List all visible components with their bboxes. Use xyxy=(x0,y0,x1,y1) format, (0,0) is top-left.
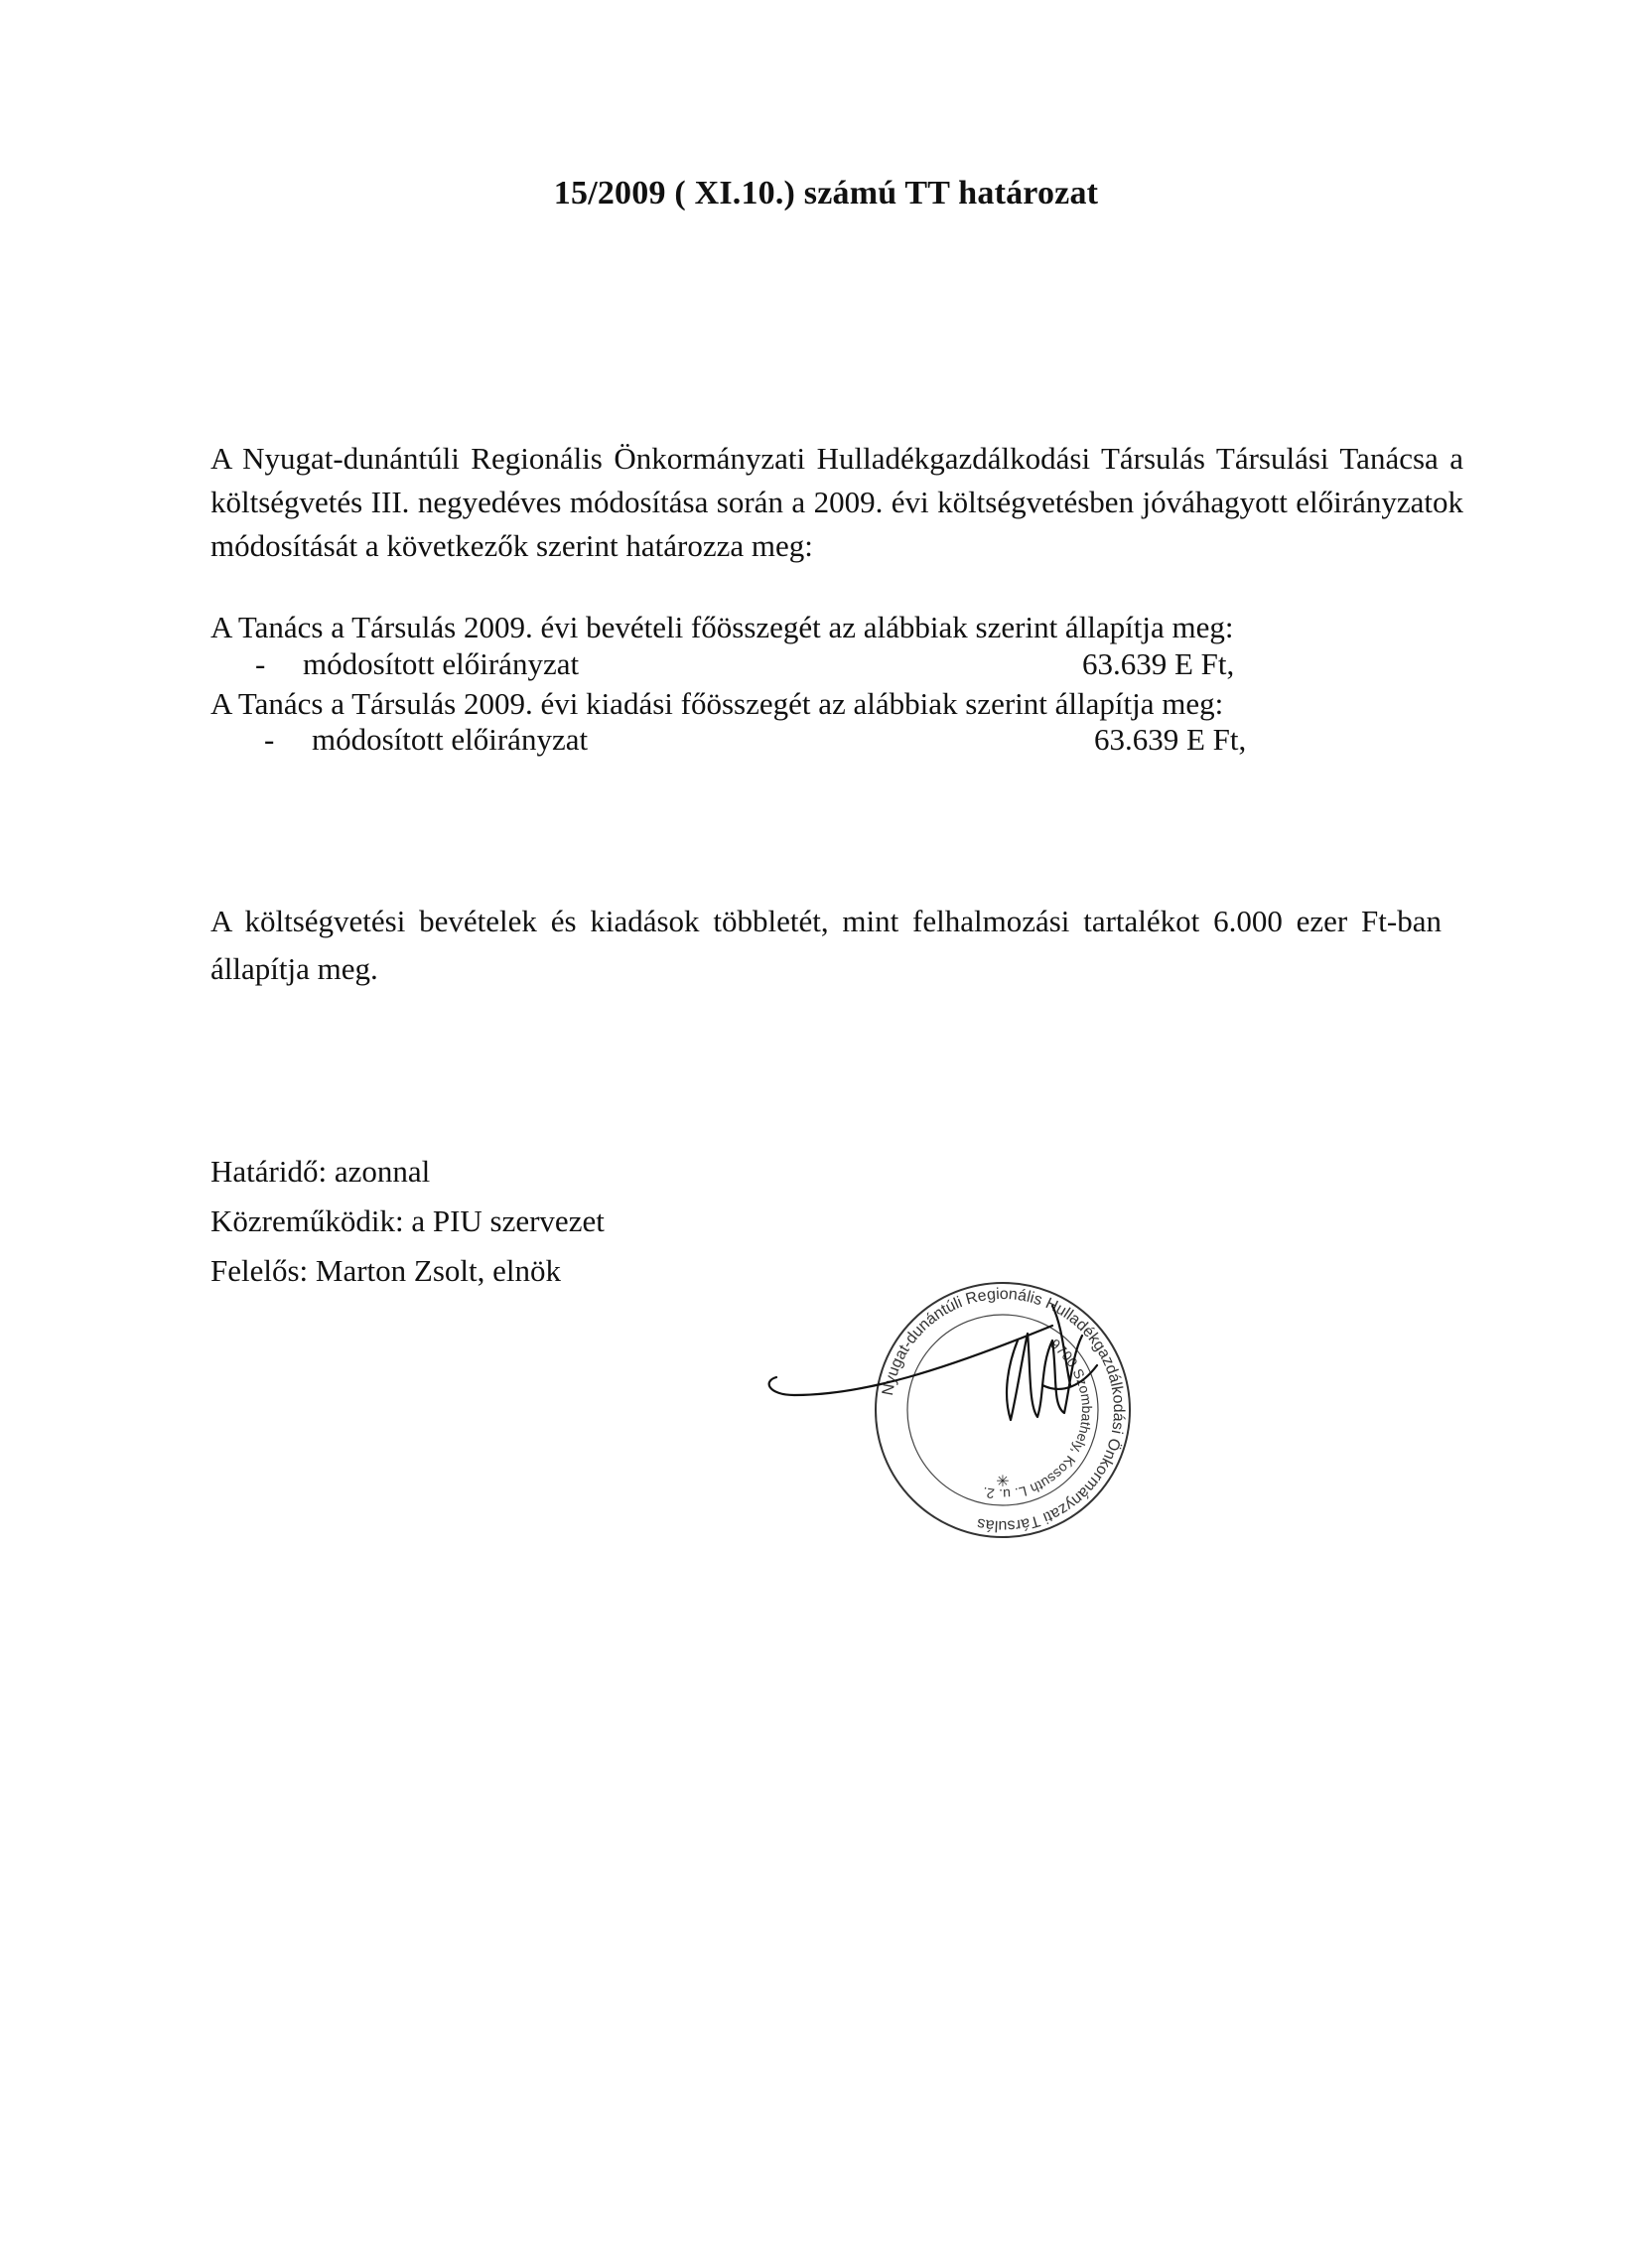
revenue-item-amount: 63.639 E Ft, xyxy=(1082,646,1235,681)
intro-paragraph: A Nyugat-dunántúli Regionális Önkormányzati Hulladékgazdálkodási Társulás Társulási Tanácsa a költségvetés III. negyedéves módosítása során a 2009. évi költségvetésben jóváhagyott előirányzatok módosítását a következők szerint határozza meg: xyxy=(210,441,1463,563)
svg-text:✳: ✳ xyxy=(996,1472,1010,1490)
expense-item-amount: 63.639 E Ft, xyxy=(1094,722,1247,757)
official-stamp xyxy=(876,1283,1130,1537)
stamp-inner-text: 9700 Szombathely, Kossuth L. u. 2. xyxy=(980,1336,1096,1503)
deadline-line: Határidő: azonnal xyxy=(210,1154,431,1189)
revenue-item-label: módosított előirányzat xyxy=(303,646,580,681)
surplus-paragraph: A költségvetési bevételek és kiadások többletét, mint felhalmozási tartalékot 6.000 ezer Ft-ban állapítja meg. xyxy=(210,904,1442,986)
expense-item-bullet: - xyxy=(264,722,275,757)
expense-line: A Tanács a Társulás 2009. évi kiadási főösszegét az alábbiak szerint állapítja meg: xyxy=(210,686,1224,721)
stamp-and-signature xyxy=(755,1246,1152,1544)
expense-item-label: módosított előirányzat xyxy=(312,722,589,757)
contributor-line: Közreműködik: a PIU szervezet xyxy=(210,1203,605,1238)
revenue-line: A Tanács a Társulás 2009. évi bevételi főösszegét az alábbiak szerint állapítja meg: xyxy=(210,610,1234,644)
stamp-outer-text: Nyugat-dunántúli Regionális Hulladékgazdálkodási Önkormányzati Társulás xyxy=(879,1285,1128,1535)
document-title: 15/2009 ( XI.10.) számú TT határozat xyxy=(553,175,1099,212)
revenue-item-bullet: - xyxy=(255,646,266,681)
responsible-line: Felelős: Marton Zsolt, elnök xyxy=(210,1253,562,1288)
